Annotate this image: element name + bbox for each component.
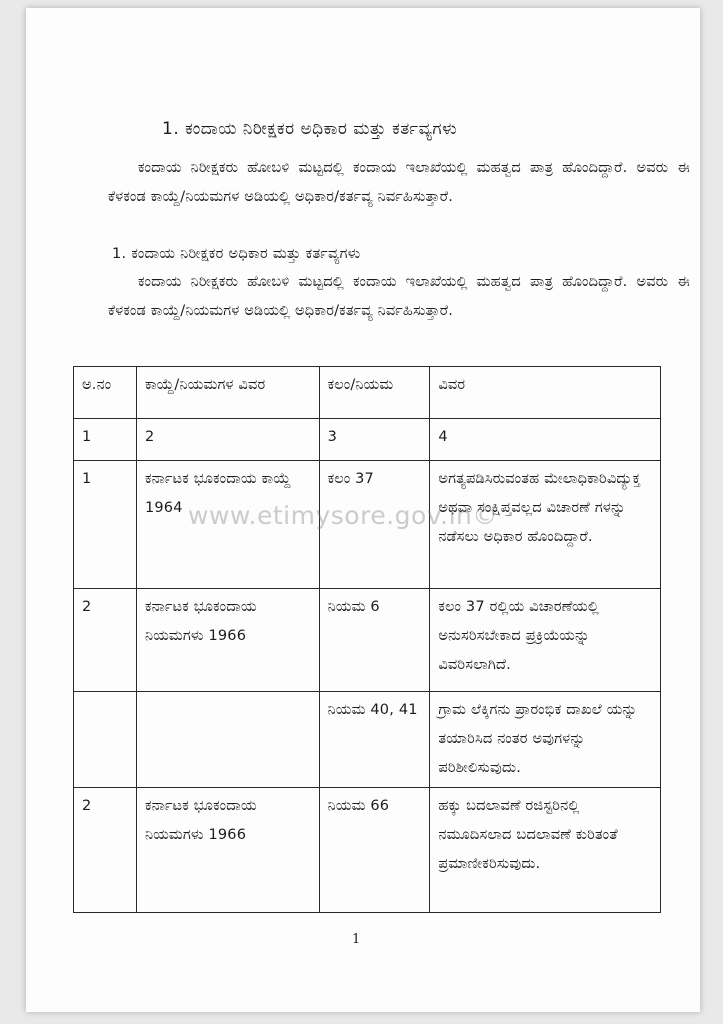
- page-heading: 1. ಕಂದಾಯ ನಿರೀಕ್ಷಕರ ಅಧಿಕಾರ ಮತ್ತು ಕರ್ತವ್ಯಗಳು: [162, 119, 458, 139]
- column-number-3: 3: [319, 419, 430, 461]
- act-cell: ಕರ್ನಾಟಕ ಭೂಕಂದಾಯ ನಿಯಮಗಳು 1966: [136, 589, 319, 692]
- header-details: ವಿವರ: [430, 367, 661, 419]
- column-number-1: 1: [74, 419, 137, 461]
- act-cell: ಕರ್ನಾಟಕ ಭೂಕಂದಾಯ ನಿಯಮಗಳು 1966: [136, 788, 319, 913]
- details-cell: ಅಗತ್ಯಪಡಿಸಿರುವಂತಹ ಮೇಲಾಧಿಕಾರಿವಿದ್ಯುಕ್ತ ಅಥವಾ ಸಂಕ್ಷಿಪ್ತವಲ್ಲದ ವಿಚಾರಣೆ ಗಳನ್ನು ನಡೆಸಲು ಅಧಿಕಾರ ಹೊಂದಿದ್ದಾರೆ.: [430, 461, 661, 589]
- column-number-row: [74, 419, 661, 461]
- header-act-rules: ಕಾಯ್ದೆ/ನಿಯಮಗಳ ವಿವರ: [136, 367, 319, 419]
- details-cell: ಗ್ರಾಮ ಲೆಕ್ಕಿಗನು ಪ್ರಾರಂಭಿಕ ದಾಖಲೆ ಯನ್ನು ತಯಾರಿಸಿದ ನಂತರ ಅವುಗಳನ್ನು ಪರಿಶೀಲಿಸುವುದು.: [430, 692, 661, 788]
- act-cell: ಕರ್ನಾಟಕ ಭೂಕಂದಾಯ ಕಾಯ್ದೆ 1964: [136, 461, 319, 589]
- table-row: [74, 788, 661, 913]
- page-number: 1: [352, 932, 361, 947]
- column-number-4: 4: [430, 419, 661, 461]
- details-cell: ಹಕ್ಕು ಬದಲಾವಣೆ ರಜಿಸ್ಟರಿನಲ್ಲಿ ನಮೂದಿಸಲಾದ ಬದಲಾವಣೆ ಕುರಿತಂತೆ ಪ್ರಮಾಣೀಕರಿಸುವುದು.: [430, 788, 661, 913]
- section-cell: ನಿಯಮ 40, 41: [319, 692, 430, 788]
- section-cell: ಕಲಂ 37: [319, 461, 430, 589]
- details-cell: ಕಲಂ 37 ರಲ್ಲಿಯ ವಿಚಾರಣೆಯಲ್ಲಿ ಅನುಸರಿಸಬೇಕಾದ ಪ್ರಕ್ರಿಯೆಯನ್ನು ವಿವರಿಸಲಾಗಿದೆ.: [430, 589, 661, 692]
- serial-number-cell: 1: [74, 461, 137, 589]
- serial-number-cell: 2: [74, 589, 137, 692]
- section-cell: ನಿಯಮ 6: [319, 589, 430, 692]
- section-heading: 1. ಕಂದಾಯ ನಿರೀಕ್ಷಕರ ಅಧಿಕಾರ ಮತ್ತು ಕರ್ತವ್ಯಗಳು: [112, 246, 361, 262]
- serial-number-cell: 2: [74, 788, 137, 913]
- header-serial-number: ಅ.ನಂ: [74, 367, 137, 419]
- serial-number-cell: [74, 692, 137, 788]
- section-paragraph: ಕಂದಾಯ ನಿರೀಕ್ಷಕರು ಹೋಬಳಿ ಮಟ್ಟದಲ್ಲಿ ಕಂದಾಯ ಇಲಾಖೆಯಲ್ಲಿ ಮಹತ್ವದ ಪಾತ್ರ ಹೊಂದಿದ್ದಾರೆ. ಅವರು ಈ ಕೆಳಕಂಡ ಕಾಯ್ದೆ/ನಿಯಮಗಳ ಅಡಿಯಲ್ಲಿ ಅಧಿಕಾರ/ಕರ್ತವ್ಯ ನಿರ್ವಹಿಸುತ್ತಾರೆ.: [108, 274, 690, 319]
- table-header-row: [74, 367, 661, 419]
- powers-table: [73, 366, 661, 913]
- section-cell: ನಿಯಮ 66: [319, 788, 430, 913]
- table-row: [74, 692, 661, 788]
- act-cell: [136, 692, 319, 788]
- column-number-2: 2: [136, 419, 319, 461]
- watermark: www.etimysore.gov.in©: [188, 501, 498, 530]
- header-section-rule: ಕಲಂ/ನಿಯಮ: [319, 367, 430, 419]
- table-row: [74, 589, 661, 692]
- intro-paragraph: ಕಂದಾಯ ನಿರೀಕ್ಷಕರು ಹೋಬಳಿ ಮಟ್ಟದಲ್ಲಿ ಕಂದಾಯ ಇಲಾಖೆಯಲ್ಲಿ ಮಹತ್ವದ ಪಾತ್ರ ಹೊಂದಿದ್ದಾರೆ. ಅವರು ಈ ಕೆಳಕಂಡ ಕಾಯ್ದೆ/ನಿಯಮಗಳ ಅಡಿಯಲ್ಲಿ ಅಧಿಕಾರ/ಕರ್ತವ್ಯ ನಿರ್ವಹಿಸುತ್ತಾರೆ.: [108, 160, 690, 205]
